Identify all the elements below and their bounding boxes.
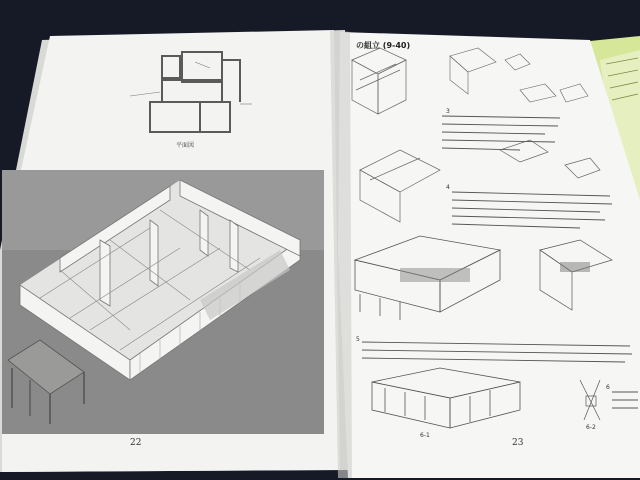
floor-plan-caption: 平面図 — [176, 142, 195, 149]
step-label-4: 4 — [446, 184, 450, 191]
right-page — [338, 32, 640, 478]
step-label-5: 5 — [356, 336, 360, 343]
step-label-6: 6 — [606, 384, 610, 391]
figure-label-1: 6-1 — [420, 432, 430, 439]
left-page-number: 22 — [130, 438, 142, 448]
section-heading: の組立 (9-40) — [356, 41, 411, 50]
right-page-number: 23 — [512, 438, 524, 448]
figure-label-2: 6-2 — [586, 424, 596, 431]
step-label-3: 3 — [446, 108, 450, 115]
